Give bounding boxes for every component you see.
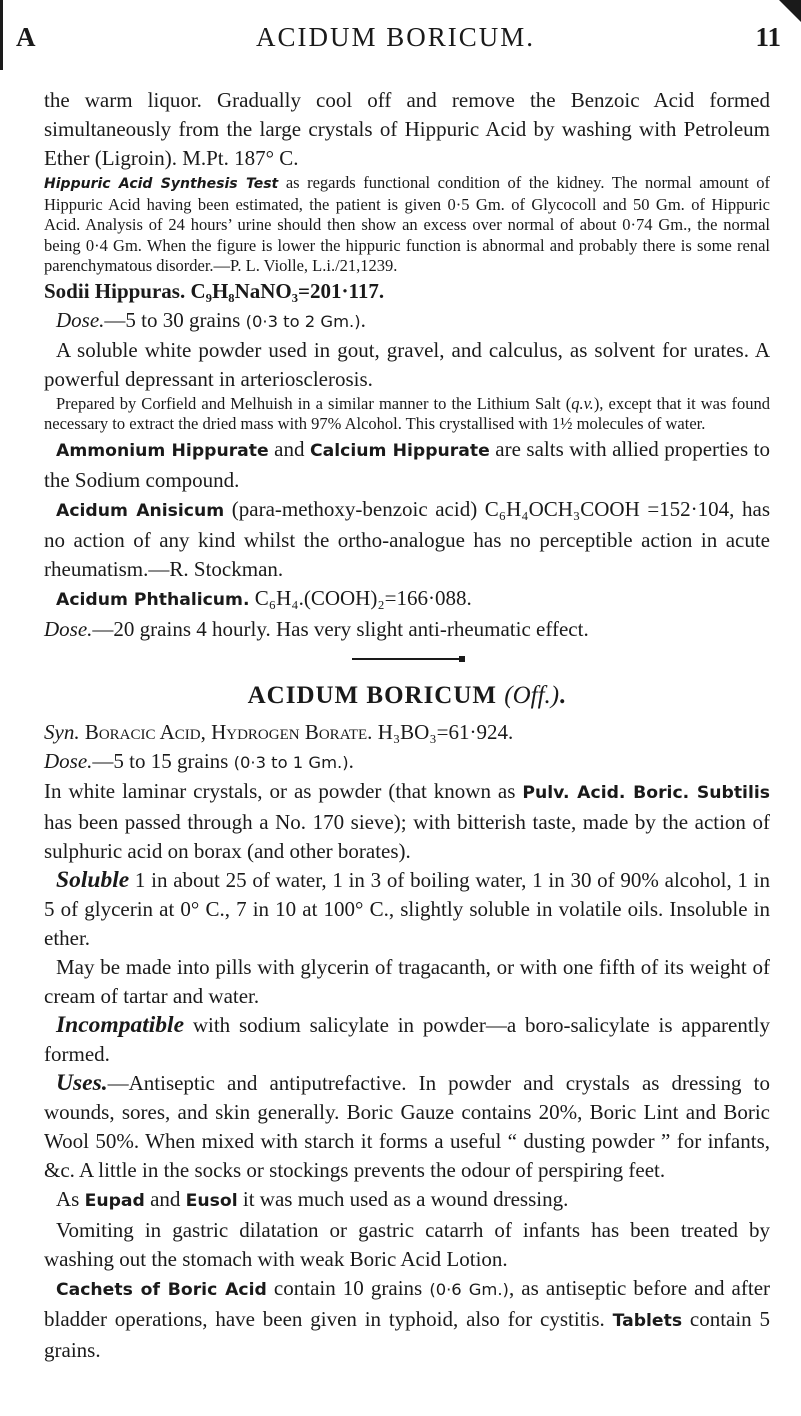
incompatible-label: Incompatible: [56, 1011, 185, 1038]
hippuric-test-text: as regards functional condition of the kidney. The normal amount of Hippuric Acid having been estimated, the patient is given 0·5 Gm. of Glycocoll and 50 Gm. of Hippuric Acid. Analysis of 24 hours’ urine should then show an excess over normal of about 0·74 Gm., the normal being 0·4 Gm. When the figure is lower the hippuric function is abnormal and probably there is some renal parenchymatous disorder.—P. L. Violle, L.i./21,1239.: [44, 173, 771, 275]
paragraph-description: [44, 777, 770, 866]
paragraph-uses: [44, 1069, 770, 1185]
paragraph-sodii-hippuras: [44, 277, 770, 306]
pulv-label: Pulv. Acid. Boric. Subtilis: [522, 782, 770, 803]
paragraph-incompatible: [44, 1011, 770, 1069]
eusol-label: Eusol: [185, 1190, 238, 1211]
eupad-and: and: [144, 1186, 186, 1211]
section-official-mark: (Off.): [504, 681, 560, 709]
description-text-b: has been passed through a No. 170 sieve); with bitterish taste, made by the action of sulphuric acid on borax (and other borates).: [44, 809, 770, 863]
paragraph-prepared-by: [44, 394, 770, 435]
dose-end: .: [360, 307, 366, 332]
sodii-hippuras-label: Sodii Hippuras.: [44, 278, 186, 303]
cachets-gm: (0·6 Gm.): [429, 1279, 509, 1299]
dose-phthalicum-text: —20 grains 4 hourly. Has very slight anti-rheumatic effect.: [92, 616, 589, 641]
dose-label: Dose.: [56, 307, 105, 332]
section-heading-acidum-boricum: [44, 682, 770, 710]
dose-label: Dose.: [44, 748, 93, 773]
eupad-text-b: it was much used as a wound dressing.: [237, 1186, 569, 1211]
paragraph-ammonium-calcium: [44, 435, 770, 495]
calcium-hippurate-label: Calcium Hippurate: [310, 440, 490, 461]
hippuric-test-label: Hippuric Acid Synthesis Test: [44, 176, 279, 192]
paragraph-benzoic-removal: the warm liquor. Gradually cool off and remove the Benzoic Acid formed simultaneously from the large crystals of Hippuric Acid by washing with Petroleum Ether (Ligroin). M.Pt. 187° C.: [44, 88, 770, 170]
paragraph-acidum-anisicum: [44, 495, 770, 584]
header-title: ACIDUM BORICUM.: [255, 22, 535, 52]
ammonium-calcium-text: are salts with allied properties to the Sodium compound.: [44, 436, 770, 492]
prepared-qv: q.v.: [571, 393, 594, 413]
dose-boric-text: —5 to 15 grains: [92, 748, 234, 773]
paragraph-vomiting: Vomiting in gastric dilatation or gastric catarrh of infants has been treated by washing out the stomach with weak Boric Acid Lotion.: [44, 1217, 770, 1271]
and-text: and: [268, 436, 310, 461]
dose-label: Dose.: [44, 616, 93, 641]
phthalicum-formula: C₆H₄.(COOH)₂=166·088.: [249, 585, 472, 610]
paragraph-pills: May be made into pills with glycerin of tragacanth, or with one fifth of its weight of cream of tartar and water.: [44, 954, 770, 1008]
page-number: 11: [755, 22, 781, 52]
section-title: ACIDUM BORICUM: [247, 681, 505, 709]
uses-text: —Antiseptic and antiputrefactive. In powder and crystals as dressing to wounds, sores, and skin generally. Boric Gauze contains 20%, Boric Lint and Boric Wool 50%. When mixed with starch it forms a useful “ dusting powder ” for infants, &c. A little in the socks or stockings prevents the odour of perspiring feet.: [44, 1070, 770, 1182]
prepared-text-a: Prepared by Corfield and Melhuish in a similar manner to the Lithium Salt (: [56, 393, 572, 413]
ammonium-hippurate-label: Ammonium Hippurate: [56, 440, 269, 461]
incompatible-text: with sodium salicylate in powder—a boro-salicylate is apparently formed.: [44, 1012, 770, 1066]
section-divider: [352, 658, 462, 660]
anisicum-text: (para-methoxy-benzoic acid) C₆H₄OCH₃COOH =152·104, has no action of any kind whilst the ortho-analogue has no perceptible action in acute rheumatism.—R. Stockman.: [44, 496, 770, 581]
soluble-text: 1 in about 25 of water, 1 in 3 of boiling water, 1 in 30 of 90% alcohol, 1 in 5 of glycerin at 0° C., 7 in 10 at 100° C., slightly soluble in volatile oils. Insoluble in ether.: [44, 867, 770, 950]
anisicum-label: Acidum Anisicum: [56, 500, 225, 521]
paragraph-soluble-powder: A soluble white powder used in gout, gravel, and calculus, as solvent for urates. A powerful depressant in arteriosclerosis.: [44, 337, 770, 391]
page-edge-mark: [0, 0, 3, 70]
paragraph-synonyms: [44, 718, 770, 747]
soluble-label: Soluble: [56, 866, 130, 893]
paragraph-acidum-phthalicum: [44, 584, 770, 615]
paragraph-dose-hippuras: [44, 306, 770, 336]
syn-label: Syn.: [44, 719, 80, 744]
paragraph-soluble: [44, 866, 770, 953]
paragraph-dose-phthalicum: [44, 615, 770, 644]
section-title-end: .: [559, 681, 567, 709]
description-text-a: In white laminar crystals, or as powder (that known as: [44, 778, 523, 803]
running-header: [16, 22, 781, 62]
paragraph-hippuric-test: [44, 173, 770, 277]
eupad-text-a: As: [56, 1186, 85, 1211]
uses-label: Uses.: [56, 1069, 108, 1096]
eupad-label: Eupad: [84, 1190, 145, 1211]
dose-boric-gm: (0·3 to 1 Gm.): [233, 752, 349, 772]
page-body: [44, 86, 770, 1365]
boric-formula: H₃BO₃=61·924.: [372, 719, 514, 744]
page-corner-mark: [779, 0, 801, 22]
cachets-label: Cachets of Boric Acid: [56, 1279, 267, 1300]
paragraph-cachets: [44, 1274, 770, 1365]
syn-text: Boracic Acid, Hydrogen Borate.: [79, 719, 373, 744]
header-letter: A: [16, 22, 36, 52]
cachets-text-a: contain 10 grains: [266, 1275, 430, 1300]
tablets-text: contain 5 grains.: [44, 1306, 770, 1362]
paragraph-dose-boric: [44, 747, 770, 777]
paragraph-eupad-eusol: [44, 1185, 770, 1216]
phthalicum-label: Acidum Phthalicum.: [56, 589, 250, 610]
cachets-text-b: , as antiseptic before and after bladder operations, have been given in typhoid, also for cystitis.: [44, 1275, 771, 1331]
dose-boric-end: .: [348, 748, 354, 773]
sodii-hippuras-formula: C₉H₈NaNO₃=201·117.: [185, 278, 385, 303]
prepared-text-b: ), except that it was found necessary to extract the dried mass with 97% Alcohol. This crystallised with 1½ molecules of water.: [44, 393, 770, 433]
dose-gm: (0·3 to 2 Gm.): [245, 311, 361, 331]
dose-text: —5 to 30 grains: [104, 307, 246, 332]
tablets-label: Tablets: [612, 1310, 683, 1331]
